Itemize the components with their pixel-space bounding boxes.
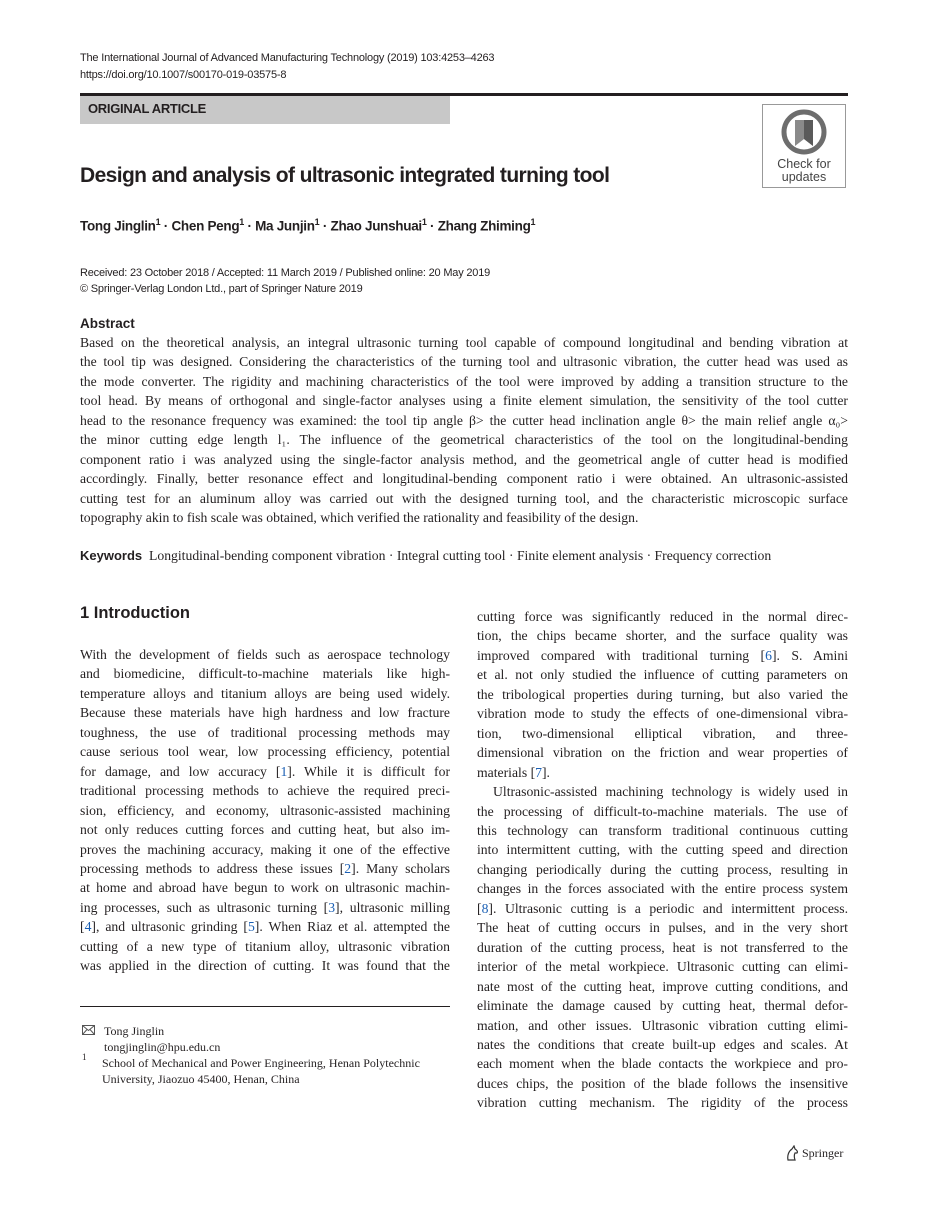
affiliation-number: 1	[82, 1052, 87, 1062]
journal-citation: The International Journal of Advanced Manufacturing Technology (2019) 103:4253–4263	[80, 52, 495, 64]
springer-horse-icon	[785, 1145, 799, 1161]
text-line: duces chips, the position of the blade follows the insensitive	[477, 1075, 848, 1091]
text-line: cutting test for an aluminum alloy was carried out with the designed turning tool, and the characteristic microscopic surface	[80, 490, 848, 506]
text-line: and biomedicine, difficult-to-machine materials like high-	[80, 666, 450, 682]
footnote-rule	[80, 1006, 450, 1007]
separator: ·	[319, 218, 331, 234]
text-line: mation, and other issues. Ultrasonic vibration cutting elimi-	[477, 1017, 848, 1033]
citation-link[interactable]: 8	[481, 900, 489, 916]
affiliation-marker: 1	[314, 217, 320, 227]
keywords-text: Longitudinal-bending component vibration · Integral cutting tool · Finite element analysis · Frequency correction	[148, 548, 772, 563]
text-line: interior of the metal workpiece. Ultrasonic cutting can elimi-	[477, 959, 848, 975]
text-line: temperature alloys and titanium alloys are being used widely.	[80, 685, 450, 701]
abstract-heading: Abstract	[80, 316, 135, 331]
affiliation-marker: 1	[239, 217, 244, 227]
text-line: improved compared with traditional turning [6]. S. Amini	[477, 647, 848, 663]
text-line: proves the machining accuracy, making it one of the effective	[80, 841, 450, 857]
author-email[interactable]: tongjinglin@hpu.edu.cn	[104, 1040, 221, 1054]
publication-dates	[80, 265, 490, 297]
text-line: materials [7].	[477, 764, 550, 780]
author[interactable]: Tong Jinglin	[80, 218, 156, 234]
article-type-badge: ORIGINAL ARTICLE	[80, 96, 450, 124]
text-line: traditional processing methods to achieve the required preci-	[80, 783, 450, 799]
text-line: cutting force was significantly reduced in the normal direc-	[477, 609, 848, 624]
text-line: each moment when the blade contacts the workpiece and pro-	[477, 1056, 848, 1072]
text-line: Ultrasonic-assisted machining technology is widely used in	[493, 784, 848, 800]
text-line: Based on the theoretical analysis, an integral ultrasonic turning tool capable of compound longitudinal and bending vibration at	[80, 335, 848, 350]
text-line: tool head. By means of orthogonal and single-factor analyses using a finite element simulation, the sensitivity of the tool cutter	[80, 393, 848, 409]
text-line: the tribological properties during turning, but also varied the	[477, 686, 848, 702]
text-line: duration of the cutting process, heat is not transferred to the	[477, 939, 848, 955]
text-line: nates the conditions that create built-up edges and scales. At	[477, 1036, 848, 1052]
text-line: sion, efficiency, and economy, ultrasonic-assisted machining	[80, 802, 450, 818]
text-line: head to the resonance frequency was examined: the tool tip angle β> the cutter head inclination angle θ> the main relief angle α₀>	[80, 412, 848, 428]
section-heading: 1 Introduction	[80, 604, 190, 622]
affiliation-marker: 1	[530, 217, 536, 227]
author-list	[80, 217, 535, 234]
copyright-line: © Springer-Verlag London Ltd., part of Springer Nature 2019	[80, 283, 363, 295]
abstract-body	[80, 333, 848, 528]
springer-logo	[785, 1145, 843, 1161]
text-line: for damage, and low accuracy [1]. While it is difficult for	[80, 763, 451, 779]
text-line: the tool tip was designed. Considering the characteristics of the turning tool and ultrasonic vibration, the cutter head was used as	[80, 354, 848, 370]
author[interactable]: Chen Peng	[171, 218, 240, 234]
doi-link[interactable]: https://doi.org/10.1007/s00170-019-03575-8	[80, 69, 287, 81]
text-line: was applied in the direction of cutting. It was found that the	[80, 958, 450, 974]
text-line: tion, two-dimensional elliptical vibration, and three-	[477, 725, 848, 741]
text-line: vibration mode to study the effects of one-dimensional vibra-	[477, 706, 848, 722]
author[interactable]: Ma Junjin	[255, 218, 315, 234]
check-for-updates-button[interactable]	[762, 104, 846, 188]
citation-link[interactable]: 4	[84, 919, 92, 935]
separator: ·	[426, 218, 438, 234]
corresponding-author: Tong Jinglin	[104, 1024, 165, 1038]
text-line: vibration cutting mechanism. The rigidity of the process	[477, 1095, 848, 1111]
text-line: nate most of the cutting heat, improve cutting conditions, and	[477, 978, 848, 994]
dates-line: Received: 23 October 2018 / Accepted: 11 March 2019 / Published online: 20 May 2019	[80, 267, 491, 279]
bookmark-icon	[781, 109, 827, 155]
citation-link[interactable]: 7	[535, 764, 542, 780]
affiliation-marker: 1	[155, 217, 161, 227]
citation-link[interactable]: 3	[328, 899, 336, 915]
text-line: et al. not only studied the influence of cutting parameters on	[477, 667, 848, 683]
citation-link[interactable]: 6	[765, 647, 772, 663]
text-line: With the development of fields such as aerospace technology	[80, 647, 450, 662]
text-line: accordingly. Finally, better resonance effect and longitudinal-bending component ratio i were obtained. An ultrasonic-assisted	[80, 471, 848, 487]
text-line: [8]. Ultrasonic cutting is a periodic and intermittent process.	[477, 900, 848, 916]
text-line: topography akin to fish scale was obtained, which verified the rationality and feasibility of the design.	[80, 510, 639, 526]
text-line: toughness, the use of traditional processing methods may	[80, 724, 450, 740]
author[interactable]: Zhao Junshuai	[330, 218, 422, 234]
text-line: this technology can transform traditional continuous cutting	[477, 822, 848, 838]
text-line: The heat of cutting occurs in pulses, and in the very short	[477, 920, 848, 936]
citation-link[interactable]: 1	[280, 763, 288, 779]
affiliation-line-1: School of Mechanical and Power Engineering, Henan Polytechnic	[102, 1056, 420, 1070]
citation-link[interactable]: 2	[344, 860, 352, 876]
right-column-text	[477, 607, 848, 1113]
citation-link[interactable]: 5	[247, 919, 255, 935]
author[interactable]: Zhang Zhiming	[437, 218, 531, 234]
text-line: changing periodically during the cutting process, resulting in	[477, 861, 848, 877]
text-line: tion, the chips became shorter, and the surface quality was	[477, 628, 848, 644]
text-line: processing methods to address these issues [2]. Many scholars	[80, 860, 450, 876]
envelope-icon	[82, 1025, 95, 1035]
keywords	[80, 548, 771, 564]
article-title: Design and analysis of ultrasonic integrated turning tool	[80, 164, 610, 187]
affiliation-line-2: University, Jiaozuo 45400, Henan, China	[102, 1072, 300, 1086]
text-line: component ratio i was analyzed using the single-factor analysis method, and the geometrical angle of cutter head is modified	[80, 451, 848, 467]
publisher-name: Springer	[802, 1145, 844, 1160]
left-column-text	[80, 645, 450, 976]
text-line: changes in the forces associated with the entire process system	[477, 881, 848, 897]
check-for-label: Check for	[777, 157, 831, 171]
text-line: at home and abroad have begun to work on ultrasonic machin-	[80, 880, 450, 896]
text-line: Because these materials have high hardness and low fracture	[80, 705, 450, 721]
text-line: ing processes, such as ultrasonic turning [3], ultrasonic milling	[80, 899, 450, 915]
text-line: the minor cutting edge length l₁. The influence of the geometrical characteristics of the tool on the longitudinal-bending	[80, 432, 848, 448]
text-line: into intermittent cutting, with the cutting speed and direction	[477, 842, 848, 858]
text-line: cutting of a new type of titanium alloy, ultrasonic vibration	[80, 938, 450, 954]
separator: ·	[160, 218, 172, 234]
text-line: the mode converter. The rigidity and machining characteristics of the tool were improved by adding a transition structure to the	[80, 373, 848, 389]
separator: ·	[244, 218, 256, 234]
text-line: [4], and ultrasonic grinding [5]. When Riaz et al. attempted the	[80, 919, 450, 935]
keywords-label: Keywords	[80, 548, 143, 563]
updates-label: updates	[781, 170, 827, 184]
affiliation-marker: 1	[421, 217, 427, 227]
text-line: dimensional vibration on the friction and wear properties of	[477, 745, 848, 761]
text-line: not only reduces cutting forces and cutting heat, but also im-	[80, 822, 450, 838]
text-line: cause serious tool wear, low processing efficiency, potential	[80, 744, 450, 760]
text-line: eliminate the damage caused by cutting heat, thermal defor-	[477, 998, 848, 1014]
text-line: the processing of difficult-to-machine materials. The use of	[477, 803, 848, 819]
